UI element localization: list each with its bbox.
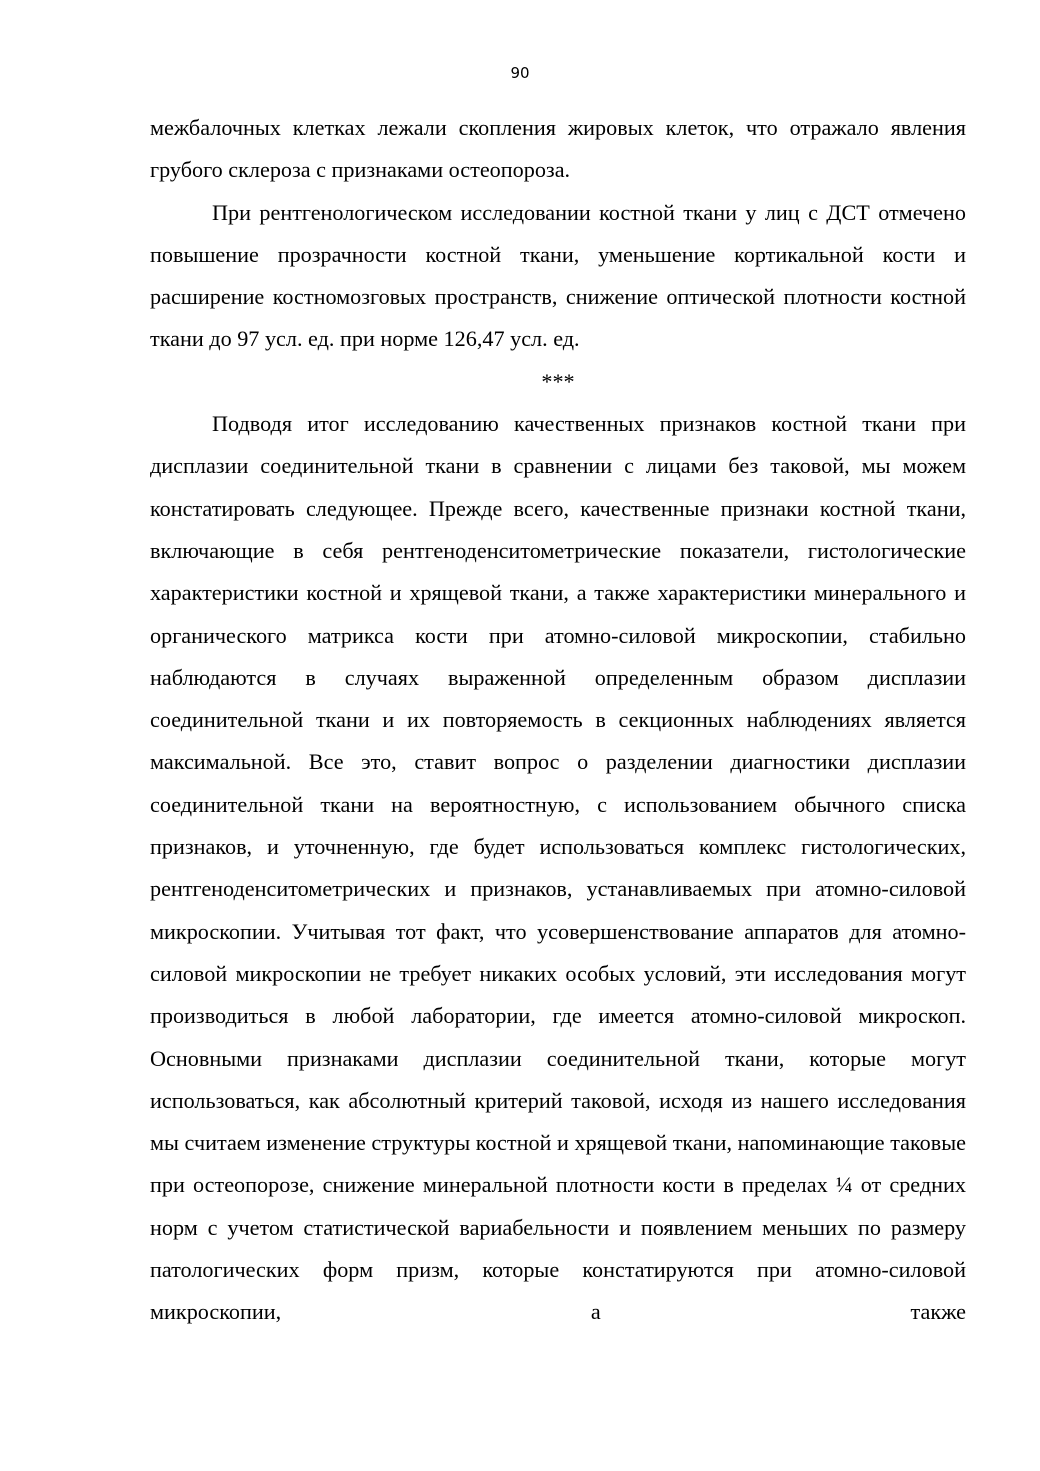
body-text: [150, 107, 966, 1334]
section-separator: ***: [541, 368, 575, 394]
paragraph-continuation: межбалочных клетках лежали скопления жировых клеток, что отражало явления грубого склероза с признаками остеопороза.: [150, 115, 966, 183]
page-number: 90: [510, 64, 530, 82]
paragraph-xray-findings: При рентгенологическом исследовании костной ткани у лиц с ДСТ отмечено повышение прозрачности костной ткани, уменьшение кортикальной кости и расширение костномозговых пространств, снижение оптической плотности костной ткани до 97 усл. ед. при норме 126,47 усл. ед.: [150, 199, 966, 352]
paragraph-conclusion: Подводя итог исследованию качественных признаков костной ткани при дисплазии соединительной ткани в сравнении с лицами без таковой, мы можем констатировать следующее. Прежде всего, качественные признаки костной ткани, включающие в себя рентгеноденситометрические показатели, гистологические характеристики костной и хрящевой ткани, а также характеристики минерального и органического матрикса кости при атомно-силовой микроскопии, стабильно наблюдаются в случаях выраженной определенным образом дисплазии соединительной ткани и их повторяемость в секционных наблюдениях является максимальной. Все это, ставит вопрос о разделении диагностики дисплазии соединительной ткани на вероятностную, с использованием обычного списка признаков, и уточненную, где будет использоваться комплекс гистологических, рентгеноденситометрических и признаков, устанавливаемых при атомно-силовой микроскопии. Учитывая тот факт, что усовершенствование аппаратов для атомно-силовой микроскопии не требует никаких особых условий, эти исследования могут производиться в любой лаборатории, где имеется атомно-силовой микроскоп. Основными признаками дисплазии соединительной ткани, которые могут использоваться, как абсолютный критерий таковой, исходя из нашего исследования мы считаем изменение структуры костной и хрящевой ткани, напоминающие таковые при остеопорозе, снижение минеральной плотности кости в пределах ¼ от средних норм с учетом статистической вариабельности и появлением меньших по размеру патологических форм призм, которые констатируются при атомно-силовой микроскопии, а также: [150, 411, 966, 1325]
